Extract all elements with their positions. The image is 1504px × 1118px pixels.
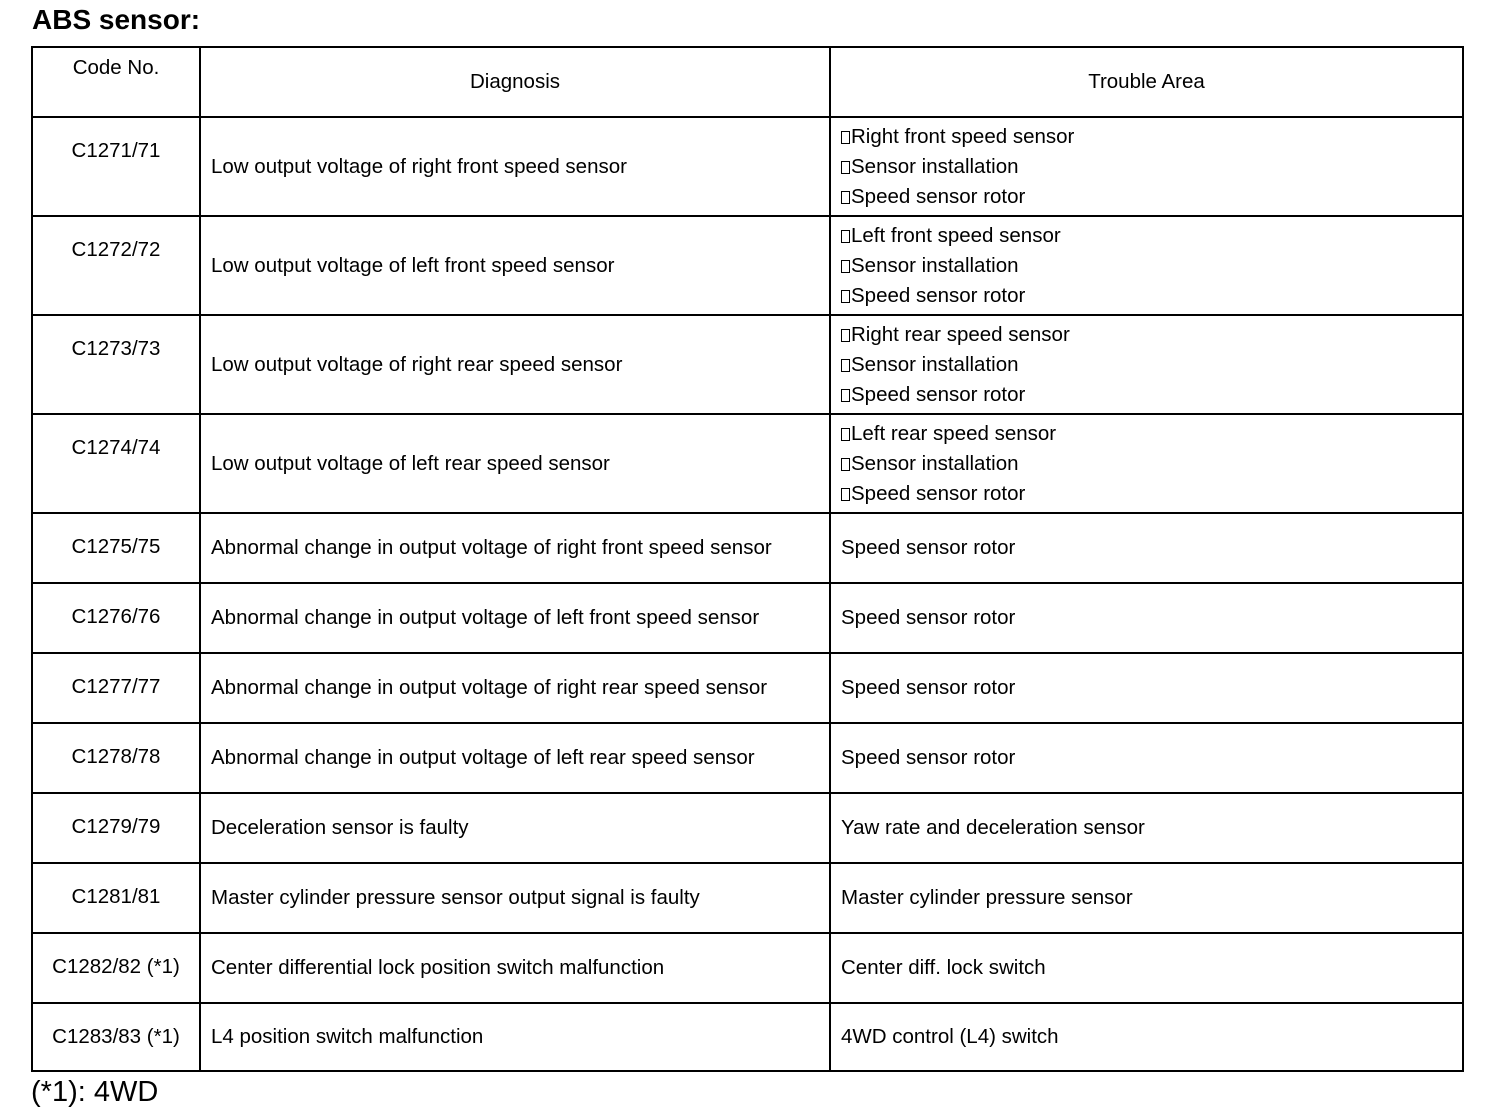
checkbox-bullet-icon bbox=[841, 488, 850, 501]
footnote: (*1): 4WD bbox=[31, 1076, 159, 1108]
trouble-area-item: Right rear speed sensor bbox=[841, 320, 1462, 350]
header-diagnosis: Diagnosis bbox=[200, 47, 830, 117]
diagnostic-code-table bbox=[31, 46, 1464, 1072]
code-cell: C1273/73 bbox=[32, 315, 200, 414]
table-header-row bbox=[32, 47, 1463, 117]
table-row bbox=[32, 216, 1463, 315]
diagnosis-cell: Low output voltage of left rear speed sensor bbox=[200, 414, 830, 513]
trouble-area-cell: Speed sensor rotor bbox=[830, 583, 1463, 653]
table-row bbox=[32, 583, 1463, 653]
trouble-area-item: Sensor installation bbox=[841, 251, 1462, 281]
diagnosis-cell: Deceleration sensor is faulty bbox=[200, 793, 830, 863]
trouble-area-item: Speed sensor rotor bbox=[841, 281, 1462, 311]
code-cell: C1277/77 bbox=[32, 653, 200, 723]
checkbox-bullet-icon bbox=[841, 161, 850, 174]
code-cell: C1279/79 bbox=[32, 793, 200, 863]
trouble-area-cell bbox=[830, 315, 1463, 414]
table-row bbox=[32, 653, 1463, 723]
checkbox-bullet-icon bbox=[841, 230, 850, 243]
diagnosis-cell: L4 position switch malfunction bbox=[200, 1003, 830, 1071]
checkbox-bullet-icon bbox=[841, 359, 850, 372]
checkbox-bullet-icon bbox=[841, 260, 850, 273]
diagnosis-cell: Abnormal change in output voltage of left rear speed sensor bbox=[200, 723, 830, 793]
trouble-area-item: Left front speed sensor bbox=[841, 221, 1462, 251]
diagnosis-cell: Center differential lock position switch malfunction bbox=[200, 933, 830, 1003]
checkbox-bullet-icon bbox=[841, 428, 850, 441]
code-cell: C1282/82 (*1) bbox=[32, 933, 200, 1003]
diagnosis-cell: Abnormal change in output voltage of right front speed sensor bbox=[200, 513, 830, 583]
trouble-area-cell bbox=[830, 216, 1463, 315]
trouble-area-cell: Speed sensor rotor bbox=[830, 723, 1463, 793]
trouble-area-item: Speed sensor rotor bbox=[841, 479, 1462, 509]
table-row bbox=[32, 933, 1463, 1003]
table-row bbox=[32, 793, 1463, 863]
trouble-area-cell: Master cylinder pressure sensor bbox=[830, 863, 1463, 933]
diagnosis-cell: Low output voltage of right rear speed sensor bbox=[200, 315, 830, 414]
trouble-area-item: Left rear speed sensor bbox=[841, 419, 1462, 449]
table-row bbox=[32, 117, 1463, 216]
code-cell: C1272/72 bbox=[32, 216, 200, 315]
table-row bbox=[32, 723, 1463, 793]
trouble-area-cell bbox=[830, 117, 1463, 216]
code-cell: C1276/76 bbox=[32, 583, 200, 653]
table-row bbox=[32, 513, 1463, 583]
header-trouble-area: Trouble Area bbox=[830, 47, 1463, 117]
header-code: Code No. bbox=[32, 47, 200, 117]
diagnosis-cell: Master cylinder pressure sensor output signal is faulty bbox=[200, 863, 830, 933]
trouble-area-item: Speed sensor rotor bbox=[841, 182, 1462, 212]
trouble-area-cell: Yaw rate and deceleration sensor bbox=[830, 793, 1463, 863]
diagnosis-cell: Abnormal change in output voltage of right rear speed sensor bbox=[200, 653, 830, 723]
page-title: ABS sensor: bbox=[32, 4, 201, 35]
checkbox-bullet-icon bbox=[841, 389, 850, 402]
checkbox-bullet-icon bbox=[841, 131, 850, 144]
code-cell: C1271/71 bbox=[32, 117, 200, 216]
code-cell: C1278/78 bbox=[32, 723, 200, 793]
trouble-area-cell: Speed sensor rotor bbox=[830, 513, 1463, 583]
trouble-area-cell: Center diff. lock switch bbox=[830, 933, 1463, 1003]
checkbox-bullet-icon bbox=[841, 458, 850, 471]
code-cell: C1281/81 bbox=[32, 863, 200, 933]
table-row bbox=[32, 863, 1463, 933]
trouble-area-cell: Speed sensor rotor bbox=[830, 653, 1463, 723]
diagnosis-cell: Low output voltage of right front speed sensor bbox=[200, 117, 830, 216]
table-row bbox=[32, 1003, 1463, 1071]
checkbox-bullet-icon bbox=[841, 329, 850, 342]
trouble-area-item: Right front speed sensor bbox=[841, 122, 1462, 152]
table-row bbox=[32, 414, 1463, 513]
checkbox-bullet-icon bbox=[841, 191, 850, 204]
code-cell: C1275/75 bbox=[32, 513, 200, 583]
trouble-area-cell: 4WD control (L4) switch bbox=[830, 1003, 1463, 1071]
code-cell: C1283/83 (*1) bbox=[32, 1003, 200, 1071]
code-cell: C1274/74 bbox=[32, 414, 200, 513]
diagnosis-cell: Abnormal change in output voltage of left front speed sensor bbox=[200, 583, 830, 653]
diagnosis-cell: Low output voltage of left front speed sensor bbox=[200, 216, 830, 315]
trouble-area-item: Sensor installation bbox=[841, 152, 1462, 182]
trouble-area-item: Sensor installation bbox=[841, 350, 1462, 380]
trouble-area-item: Sensor installation bbox=[841, 449, 1462, 479]
checkbox-bullet-icon bbox=[841, 290, 850, 303]
table-row bbox=[32, 315, 1463, 414]
trouble-area-item: Speed sensor rotor bbox=[841, 380, 1462, 410]
trouble-area-cell bbox=[830, 414, 1463, 513]
